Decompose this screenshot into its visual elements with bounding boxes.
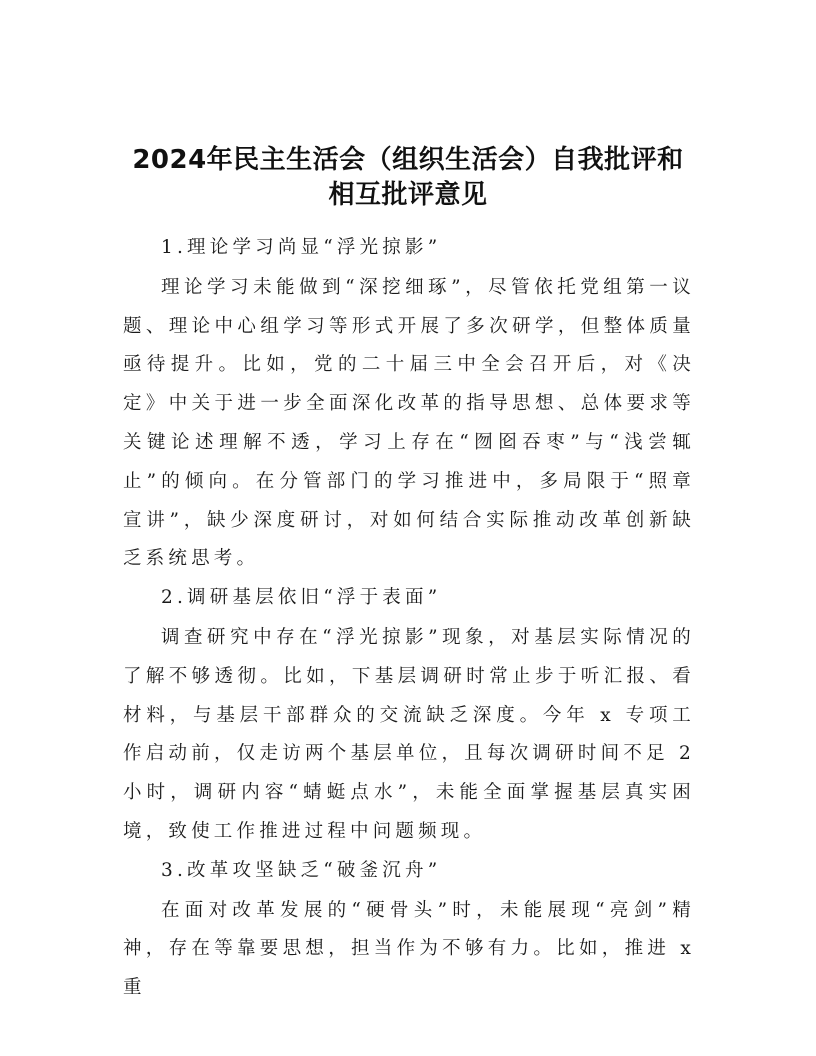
section-heading-1: 1.理论学习尚显“浮光掠影” <box>161 237 442 258</box>
document-body <box>123 229 695 1008</box>
title-line-1: 2024年民主生活会（组织生活会）自我批评和 <box>132 145 684 175</box>
section-paragraph-2: 调查研究中存在“浮光掠影”现象，对基层实际情况的了解不够透彻。比如，下基层调研时常止步于听汇报、看材料，与基层干部群众的交流缺乏深度。今年 x 专项工作启动前，仅走访两个基层单位，且每次调研时间不足 2 小时，调研内容“蜻蜓点水”，未能全面掌握基层真实困境，致使工作推进过程中问题频现。 <box>123 626 695 842</box>
section-paragraph-3: 在面对改革发展的“硬骨头”时，未能展现“亮剑”精神，存在等靠要思想，担当作为不够有力。比如，推进 x 重 <box>123 899 695 999</box>
document-title <box>100 143 716 213</box>
section-paragraph-1: 理论学习未能做到“深挖细琢”，尽管依托党组第一议题、理论中心组学习等形式开展了多次研学，但整体质量亟待提升。比如，党的二十届三中全会召开后，对《决定》中关于进一步全面深化改革的指导思想、总体要求等关键论述理解不透，学习上存在“囫囵吞枣”与“浅尝辄止”的倾向。在分管部门的学习推进中，多局限于“照章宣讲”，缺少深度研讨，对如何结合实际推动改革创新缺乏系统思考。 <box>123 276 695 570</box>
section-heading-2: 2.调研基层依旧“浮于表面” <box>161 587 442 609</box>
section-heading-3: 3.改革攻坚缺乏“破釜沉舟” <box>161 859 442 881</box>
title-line-2: 相互批评意见 <box>328 180 488 210</box>
